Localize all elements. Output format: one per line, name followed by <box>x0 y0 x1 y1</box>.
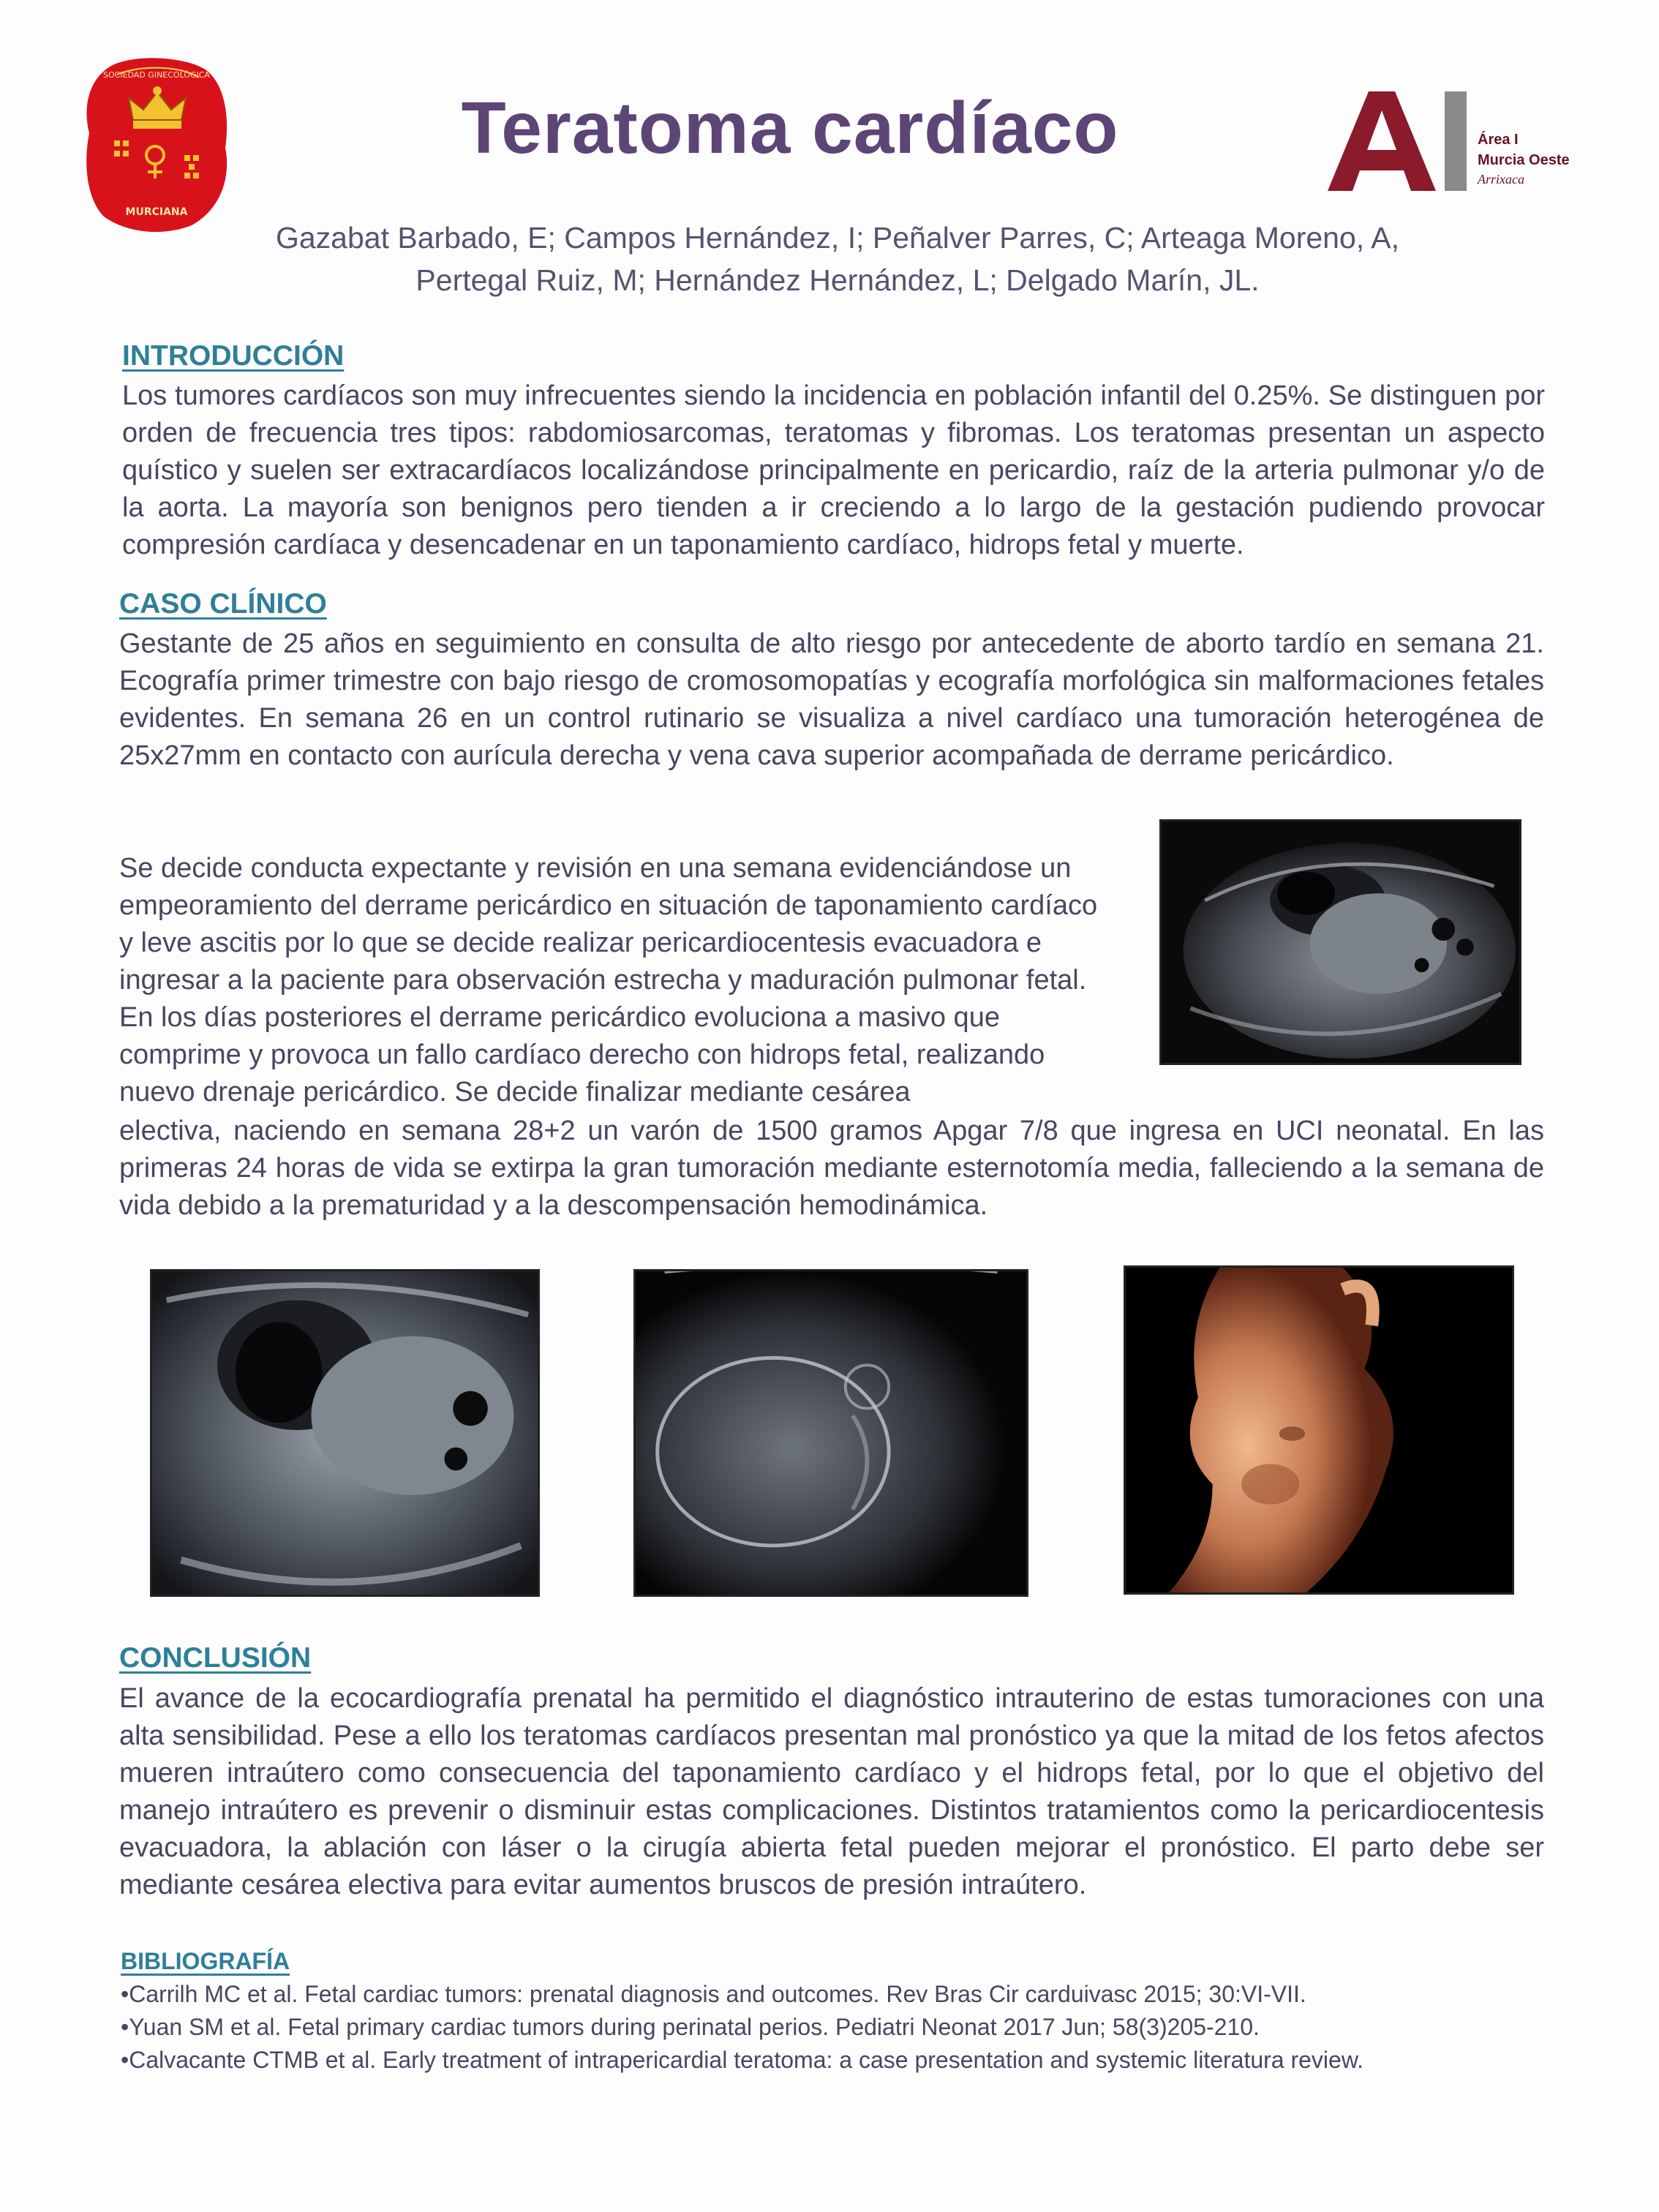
seal-top-text: SOCIEDAD GINECOLÓGICA <box>103 70 210 80</box>
introduction-text: Los tumores cardíacos son muy infrecuentes siendo la incidencia en población infantil del 0.25%. Se distinguen por orden de frecuencia tres tipos: rabdomiosarcomas, teratomas y fibromas. Los teratomas presentan un aspecto quístico y suelen ser extracardíacos localizándose principalmente en pericardio, raíz de la arteria pulmonar y/o de la aorta. La mayoría son benignos pero tienden a ir creciendo a lo largo de la gestación pudiendo provocar compresión cardíaca y desencadenar en un taponamiento cardíaco, hidrops fetal y muerte. <box>122 380 1545 560</box>
introduction-heading: INTRODUCCIÓN <box>122 340 345 372</box>
render-3d-fetus-image <box>1124 1265 1514 1595</box>
echo-heart-detail-image <box>150 1269 540 1597</box>
echo-heart-overview-image <box>1159 819 1521 1065</box>
conclusion-text: El avance de la ecocardiografía prenatal ha permitido el diagnóstico intrauterino de estas tumoraciones con una alta sensibilidad. Pese a ello los teratomas cardíacos presentan mal pronóstico ya que la mitad de los fetos afectos mueren intraútero como consecuencia del taponamiento cardíaco y el hidrops fetal, por lo que el objetivo del manejo intraútero es prevenir o disminuir estas complicaciones. Distintos tratamientos como la pericardiocentesis evacuadora, la ablación con láser o la cirugía abierta fetal pueden mejorar el pronóstico. El parto debe ser mediante cesárea electiva para evitar aumentos bruscos de presión intraútero. <box>119 1683 1544 1900</box>
conclusion-heading: CONCLUSIÓN <box>119 1642 312 1674</box>
page-title: Teratoma cardíaco <box>461 87 1119 169</box>
bibliography-heading: BIBLIOGRAFÍA <box>121 1948 290 1974</box>
bibliography-ref-1: •Carrilh MC et al. Fetal cardiac tumors: prenatal diagnosis and outcomes. Rev Bras Cir carduivasc 2015; 30:VI-VII. <box>121 1981 1306 2007</box>
bibliography-ref-3: •Calvacante CTMB et al. Early treatment of intrapericardial teratoma: a case presentation and systemic literatura review. <box>121 2047 1364 2073</box>
seal-bottom-text: MURCIANA <box>125 206 188 218</box>
authors-line-1: Gazabat Barbado, E; Campos Hernández, I; Peñalver Parres, C; Arteaga Moreno, A, <box>275 221 1400 255</box>
area-logo-line3: Arrixaca <box>1478 172 1524 187</box>
clinical-case-text-3: electiva, naciendo en semana 28+2 un varón de 1500 gramos Apgar 7/8 que ingresa en UCI neonatal. En las primeras 24 horas de vida se extirpa la gran tumoración mediante esternotomía media, falleciendo a la semana de vida debido a la prematuridad y a la descompensación hemodinámica. <box>119 1116 1544 1221</box>
echo-fetus-profile-image <box>633 1269 1028 1597</box>
clinical-case-text-1: Gestante de 25 años en seguimiento en consulta de alto riesgo por antecedente de aborto tardío en semana 21. Ecografía primer trimestre con bajo riesgo de cromosomopatías y ecografía morfológica sin malformaciones fetales evidentes. En semana 26 en un control rutinario se visualiza a nivel cardíaco una tumoración heterogénea de 25x27mm en contacto con aurícula derecha y vena cava superior acompañada de derrame pericárdico. <box>119 628 1544 771</box>
area-logo-line2: Murcia Oeste <box>1478 152 1570 168</box>
area-logo-line1: Área I <box>1478 132 1519 148</box>
bibliography-ref-2: •Yuan SM et al. Fetal primary cardiac tumors during perinatal perios. Pediatri Neonat 2017 Jun; 58(3)205-210. <box>121 2014 1260 2040</box>
clinical-case-text-2: Se decide conducta expectante y revisión en una semana evidenciándose un empeoramiento del derrame pericárdico en situación de taponamiento cardíaco y leve ascitis por lo que se decide realizar pericardiocentesis evacuadora e ingresar a la paciente para observación estrecha y maduración pulmonar fetal. En los días posteriores el derrame pericárdico evoluciona a masivo que comprime y provoca un fallo cardíaco derecho con hidrops fetal, realizando nuevo drenaje pericárdico. Se decide finalizar mediante cesárea <box>119 853 1098 1107</box>
authors-line-2: Pertegal Ruiz, M; Hernández Hernández, L; Delgado Marín, JL. <box>415 263 1260 297</box>
clinical-case-heading: CASO CLÍNICO <box>119 588 327 620</box>
